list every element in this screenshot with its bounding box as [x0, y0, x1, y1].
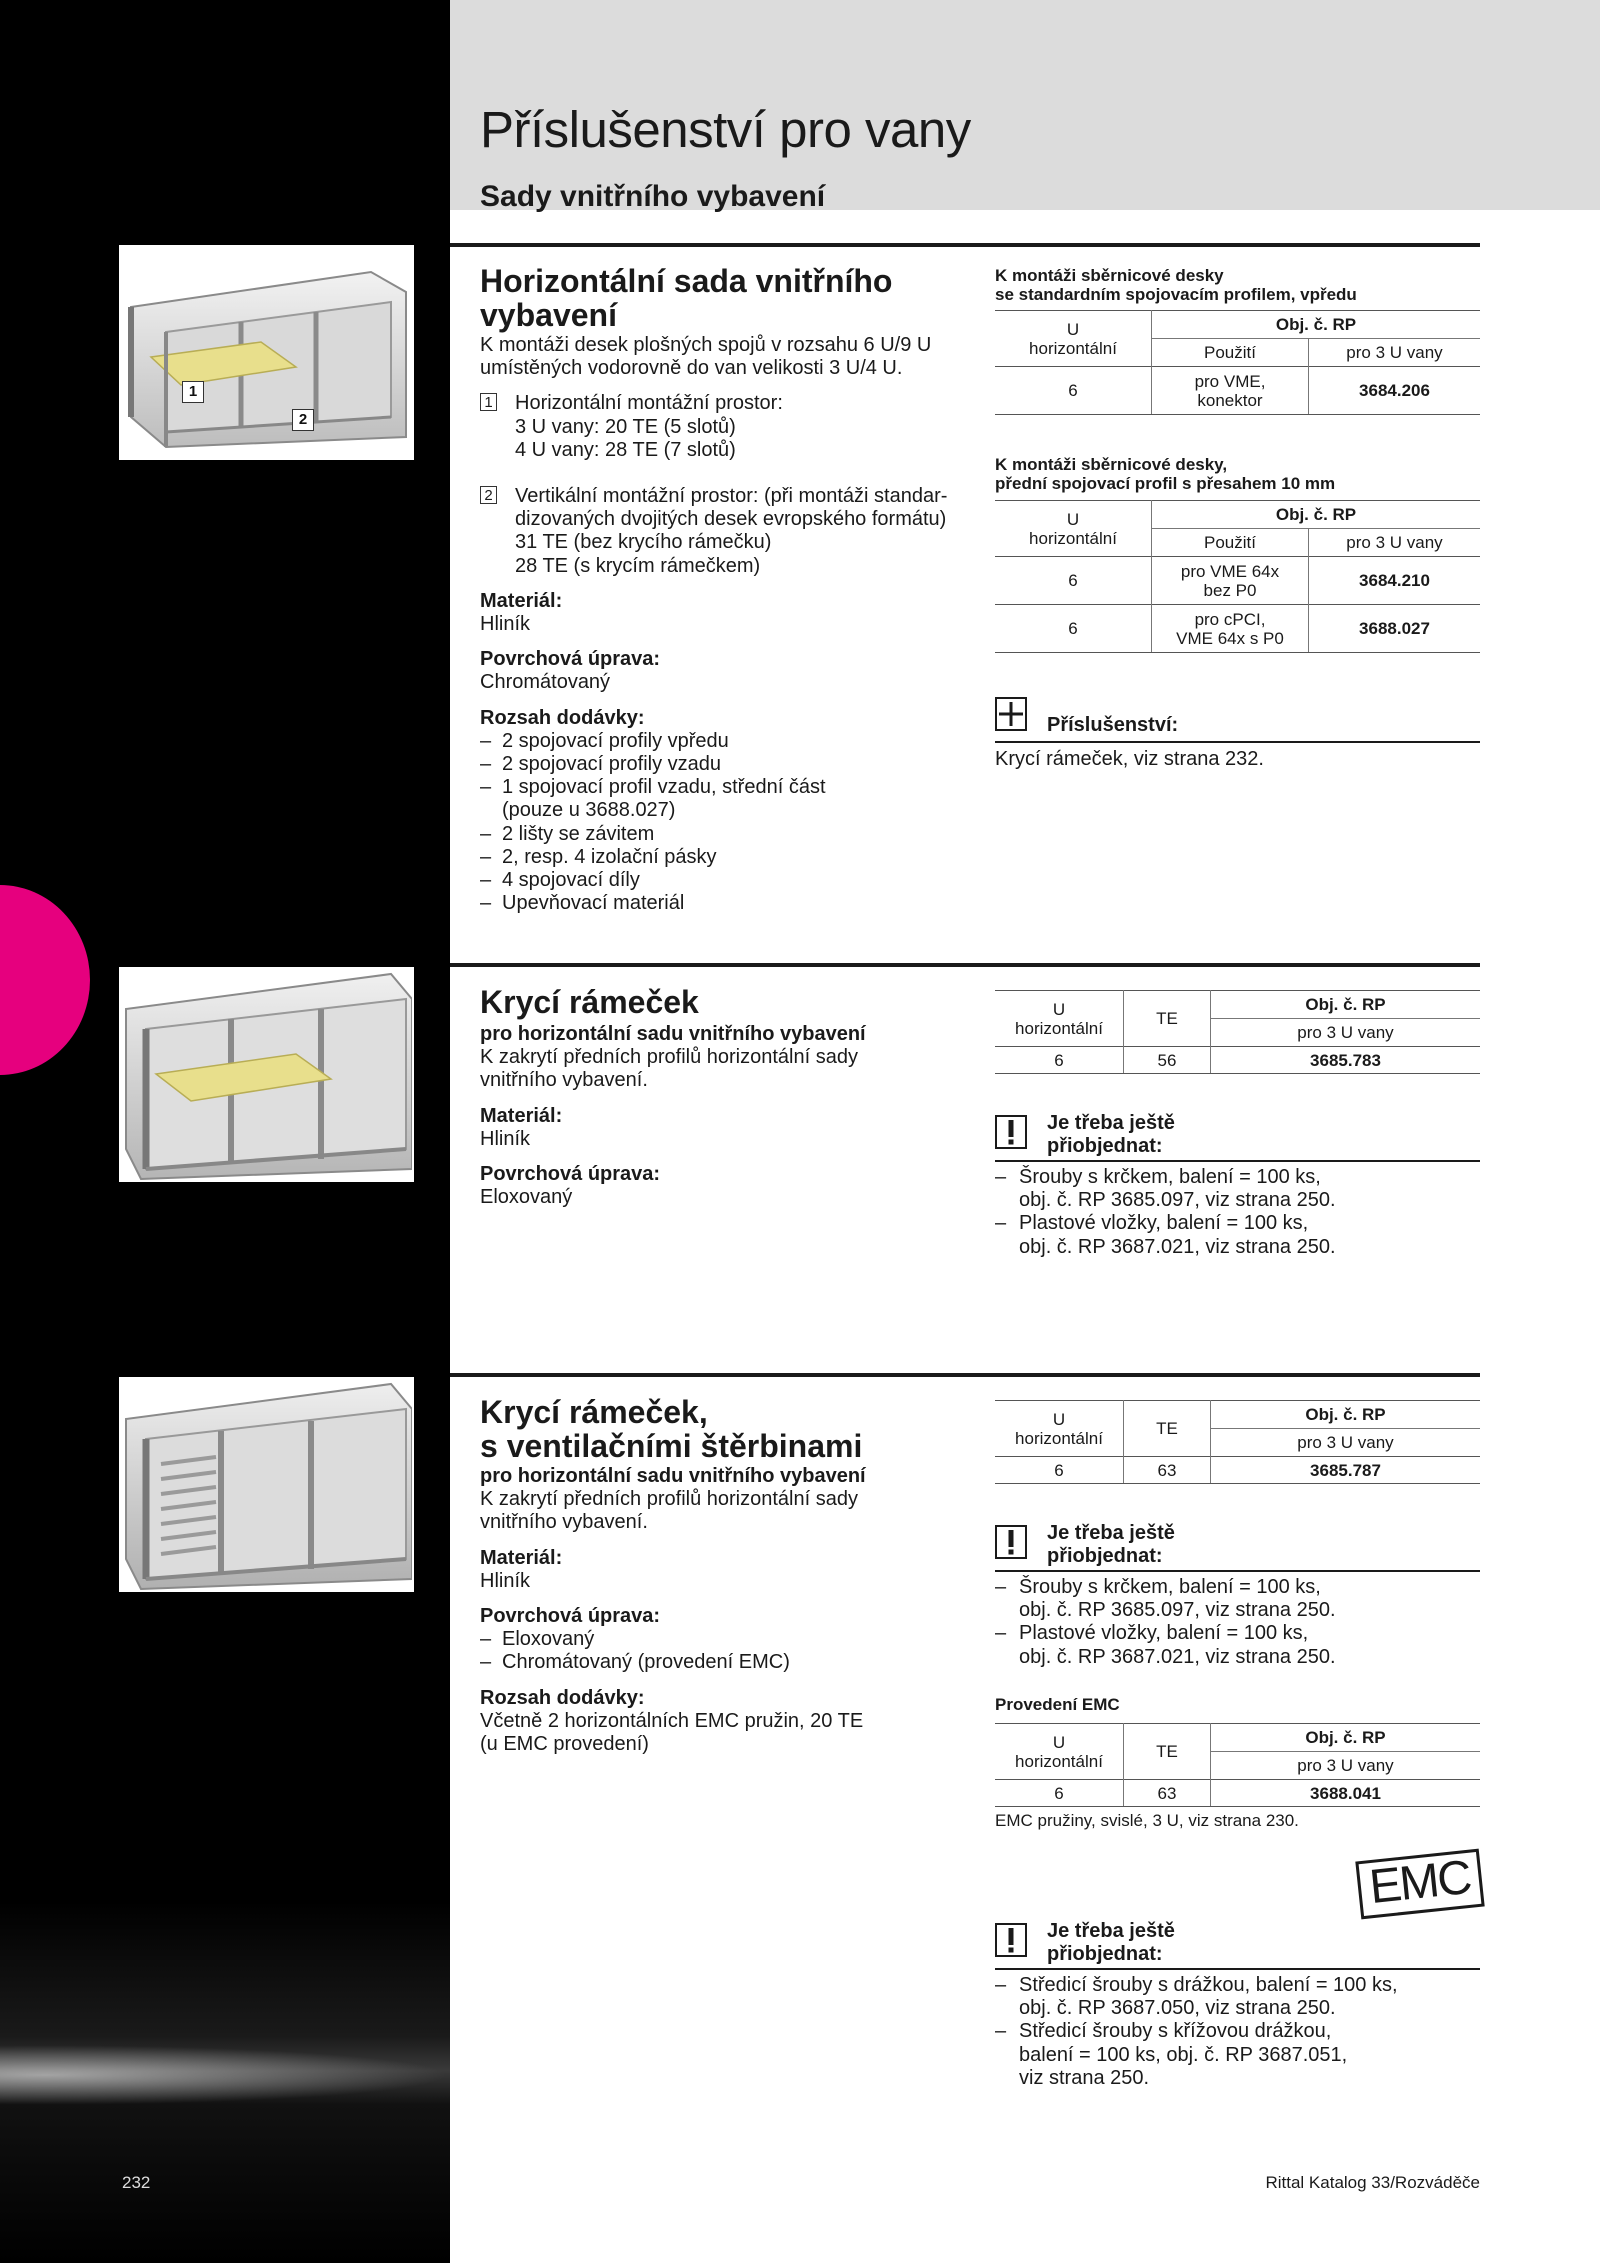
- section1-body: K montáži desek plošných spojů v rozsahu 6 U/9 U umístěných vodorovně do van velikosti 3 U/4 U. 1 Horizontální montážní prostor: 3 U vany: 20 TE (5 slotů) 4 U vany: 28 TE (7 slotů) 2 Vertikální montážní prostor: (při montáži standar- dizovaných dvojitých desek evropského formátu) 31 TE (bez krycího rámečku) 28 TE (s krycím rámečkem) Materiál: Hliník Povrchová úprava: Chromátovaný Rozsah dodávky: – 2 spojovací profily vpředu – 2 spojovací profily vzadu – 1 spojovací profil vzadu, střední část (pouze u 3688.027) – 2 lišty se závitem – 2, resp. 4 izolační pásky – 4 spojovací díly – Upevňovací materiál: [480, 334, 980, 915]
- exclamation-icon: [995, 1525, 1027, 1559]
- section3-title: Krycí rámeček, s ventilačními štěrbinami: [480, 1394, 863, 1464]
- order-table-4: U horizontální TE Obj. č. RP pro 3 U vany 6 63 3685.787: [995, 1400, 1480, 1484]
- section2-title: Krycí rámeček: [480, 984, 699, 1020]
- emc-note: EMC pružiny, svislé, 3 U, viz strana 230.: [995, 1811, 1299, 1830]
- order-table-1: U horizontální Obj. č. RP Použití pro 3 U vany 6 pro VME, konektor 3684.206: [995, 310, 1480, 415]
- list-item: – Šrouby s krčkem, balení = 100 ks, obj. č. RP 3685.097, viz strana 250.: [995, 1576, 1480, 1622]
- section-divider: [450, 1373, 1480, 1377]
- scope-label: Rozsah dodávky:: [480, 706, 645, 729]
- surface-label: Povrchová úprava:: [480, 1605, 661, 1628]
- surface-item: – Eloxovaný: [480, 1628, 980, 1651]
- surface-label: Povrchová úprava:: [480, 648, 661, 671]
- reorder-list: [995, 1576, 1480, 1669]
- material-value: Hliník: [480, 1569, 531, 1592]
- section-divider: [450, 963, 1480, 967]
- product-photo-interior-kit: [119, 245, 414, 460]
- catalog-footer: Rittal Katalog 33/Rozváděče: [1265, 2173, 1480, 2192]
- page-subtitle: Sady vnitřního vybavení: [480, 180, 826, 213]
- table-row: 6 pro cPCI, VME 64x s P0 3688.027: [995, 605, 1480, 653]
- section1-title: Horizontální sada vnitřního vybavení: [480, 263, 893, 333]
- table-row: 6 63 3685.787: [995, 1457, 1480, 1484]
- emc-stamp: EMC: [1355, 1849, 1484, 1920]
- table2-caption: K montáži sběrnicové desky, přední spojovací profil s přesahem 10 mm: [995, 455, 1336, 493]
- exclamation-icon: [995, 1923, 1027, 1957]
- exclamation-icon: [995, 1115, 1027, 1149]
- material-value: Hliník: [480, 613, 531, 636]
- order-table-emc: U horizontální TE Obj. č. RP pro 3 U vany 6 63 3688.041: [995, 1723, 1480, 1807]
- scope-item: – 2 lišty se závitem: [480, 823, 980, 846]
- material-label: Materiál:: [480, 1546, 563, 1569]
- photo-callout-2: 2: [292, 409, 314, 431]
- accessory-text: Krycí rámeček, viz strana 232.: [995, 748, 1264, 770]
- accessory-label: Příslušenství:: [1047, 714, 1179, 736]
- section3-subtitle: pro horizontální sadu vnitřního vybavení: [480, 1465, 866, 1487]
- scope-item: – Upevňovací materiál: [480, 892, 980, 915]
- material-value: Hliník: [480, 1127, 531, 1150]
- numbered-item-1: 1 Horizontální montážní prostor: 3 U vany: 20 TE (5 slotů) 4 U vany: 28 TE (7 slotů): [480, 392, 980, 462]
- photo-callout-1: 1: [182, 381, 204, 403]
- list-item: – Plastové vložky, balení = 100 ks, obj. č. RP 3687.021, viz strana 250.: [995, 1622, 1480, 1668]
- list-item: – Středicí šrouby s křížovou drážkou, balení = 100 ks, obj. č. RP 3687.051, viz strana 250.: [995, 2020, 1480, 2090]
- section2-subtitle: pro horizontální sadu vnitřního vybavení: [480, 1023, 866, 1045]
- page-number: 232: [122, 2173, 151, 2192]
- surface-value: Chromátovaný: [480, 671, 611, 694]
- surface-value: Eloxovaný: [480, 1186, 573, 1209]
- reorder-divider: [995, 1160, 1480, 1162]
- scope-item: – 2, resp. 4 izolační pásky: [480, 846, 980, 869]
- reorder-heading: Je třeba ještě přiobjednat:: [1047, 1920, 1175, 1965]
- sidebar-light-sheen: [0, 2045, 450, 2105]
- reorder-divider: [995, 1968, 1480, 1970]
- material-label: Materiál:: [480, 1104, 563, 1127]
- section-divider: [450, 243, 1480, 247]
- reorder-divider: [995, 1570, 1480, 1572]
- reorder-heading: Je třeba ještě přiobjednat:: [1047, 1522, 1175, 1567]
- scope-item: – 2 spojovací profily vpředu: [480, 730, 980, 753]
- page-title: Příslušenství pro vany: [480, 101, 971, 158]
- material-label: Materiál:: [480, 589, 563, 612]
- scope-item-continuation: (pouze u 3688.027): [502, 799, 676, 822]
- plus-icon: [995, 697, 1027, 731]
- surface-item: – Chromátovaný (provedení EMC): [480, 1651, 980, 1674]
- scope-item: – 4 spojovací díly: [480, 869, 980, 892]
- surface-label: Povrchová úprava:: [480, 1163, 661, 1186]
- emc-caption: Provedení EMC: [995, 1695, 1120, 1714]
- product-photo-cover-frame: [119, 967, 414, 1182]
- numbered-item-2: 2 Vertikální montážní prostor: (při montáži standar- dizovaných dvojitých desek evropského formátu) 31 TE (bez krycího rámečku) 28 TE (s krycím rámečkem): [480, 485, 980, 578]
- section3-body: pro horizontální sadu vnitřního vybavení K zakrytí předních profilů horizontální sady vnitřního vybavení. Materiál: Hliník Povrchová úprava: – Eloxovaný – Chromátovaný (provedení EMC) Rozsah dodávky: Včetně 2 horizontálních EMC pružin, 20 TE (u EMC provedení): [480, 1465, 980, 1756]
- order-table-3: U horizontální TE Obj. č. RP pro 3 U vany 6 56 3685.783: [995, 990, 1480, 1074]
- list-item: – Středicí šrouby s drážkou, balení = 100 ks, obj. č. RP 3687.050, viz strana 250.: [995, 1974, 1480, 2020]
- list-item: – Plastové vložky, balení = 100 ks, obj. č. RP 3687.021, viz strana 250.: [995, 1212, 1480, 1258]
- scope-item: – 2 spojovací profily vzadu: [480, 753, 980, 776]
- scope-item: – 1 spojovací profil vzadu, střední část: [480, 776, 980, 799]
- product-photo-vented-frame: [119, 1377, 414, 1592]
- list-item: – Šrouby s krčkem, balení = 100 ks, obj. č. RP 3685.097, viz strana 250.: [995, 1166, 1480, 1212]
- table-row: 6 pro VME, konektor 3684.206: [995, 367, 1480, 415]
- reorder-list: [995, 1974, 1480, 2090]
- reorder-heading: Je třeba ještě přiobjednat:: [1047, 1112, 1175, 1157]
- reorder-list: [995, 1166, 1480, 1259]
- section2-body: pro horizontální sadu vnitřního vybavení K zakrytí předních profilů horizontální sady vnitřního vybavení. Materiál: Hliník Povrchová úprava: Eloxovaný: [480, 1023, 980, 1209]
- table-row: 6 pro VME 64x bez P0 3684.210: [995, 557, 1480, 605]
- scope-label: Rozsah dodávky:: [480, 1686, 645, 1709]
- table1-caption: K montáži sběrnicové desky se standardním spojovacím profilem, vpředu: [995, 266, 1357, 304]
- table-row: 6 56 3685.783: [995, 1047, 1480, 1074]
- table-row: 6 63 3688.041: [995, 1780, 1480, 1807]
- order-table-2: U horizontální Obj. č. RP Použití pro 3 U vany 6 pro VME 64x bez P0 3684.210 6 pro cPCI, VME 64x s P0 3688.027: [995, 500, 1480, 653]
- accessory-divider: [995, 741, 1480, 743]
